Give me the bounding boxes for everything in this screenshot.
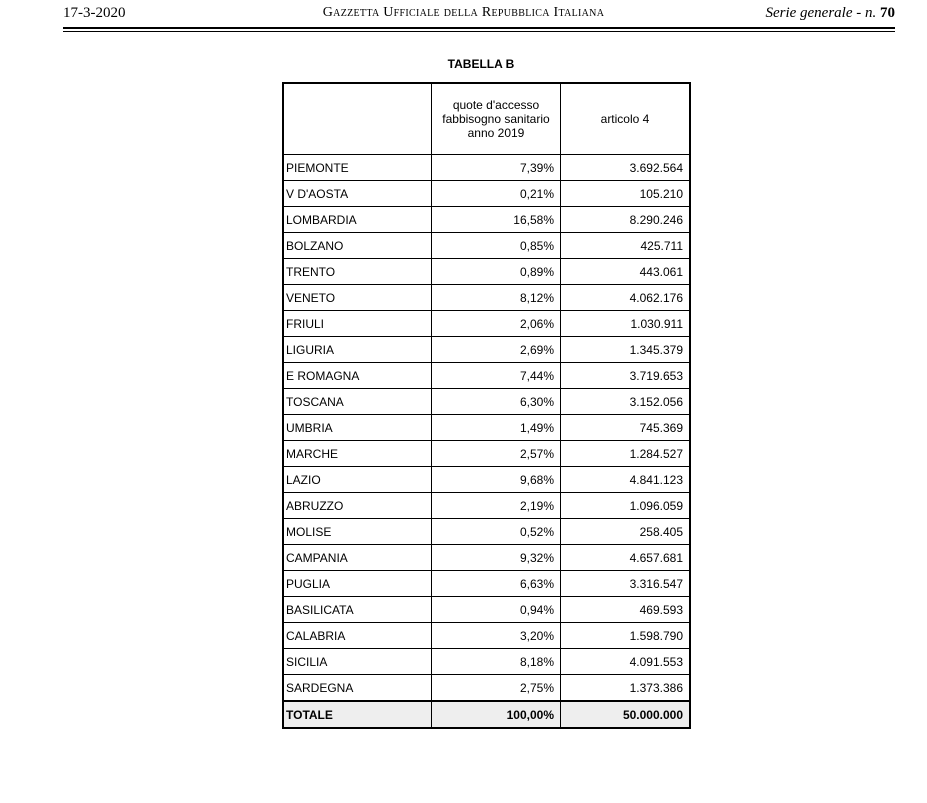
quota-cell: 3,20% — [432, 623, 561, 649]
region-cell: SARDEGNA — [283, 675, 432, 702]
region-cell: BASILICATA — [283, 597, 432, 623]
region-cell: UMBRIA — [283, 415, 432, 441]
quota-cell: 0,85% — [432, 233, 561, 259]
articolo-cell: 4.657.681 — [561, 545, 691, 571]
table-row — [283, 415, 690, 441]
region-cell: SICILIA — [283, 649, 432, 675]
header-date: 17-3-2020 — [63, 5, 126, 21]
articolo-cell: 1.030.911 — [561, 311, 691, 337]
table-row — [283, 181, 690, 207]
table-row — [283, 311, 690, 337]
quota-cell: 2,19% — [432, 493, 561, 519]
region-cell: MOLISE — [283, 519, 432, 545]
table-row — [283, 441, 690, 467]
region-cell: TOSCANA — [283, 389, 432, 415]
region-cell: FRIULI — [283, 311, 432, 337]
region-cell: MARCHE — [283, 441, 432, 467]
articolo-cell: 4.841.123 — [561, 467, 691, 493]
quota-cell: 7,44% — [432, 363, 561, 389]
articolo-cell: 443.061 — [561, 259, 691, 285]
total-row — [283, 701, 690, 728]
table-row — [283, 519, 690, 545]
table-row — [283, 623, 690, 649]
table-row — [283, 467, 690, 493]
quota-cell: 2,57% — [432, 441, 561, 467]
quota-cell: 9,32% — [432, 545, 561, 571]
region-cell: LIGURIA — [283, 337, 432, 363]
allocation-table — [282, 82, 691, 729]
total-articolo: 50.000.000 — [561, 701, 691, 728]
quota-cell: 9,68% — [432, 467, 561, 493]
region-cell: LOMBARDIA — [283, 207, 432, 233]
table-row — [283, 337, 690, 363]
quota-cell: 2,06% — [432, 311, 561, 337]
articolo-cell: 1.096.059 — [561, 493, 691, 519]
articolo-cell: 3.152.056 — [561, 389, 691, 415]
region-cell: TRENTO — [283, 259, 432, 285]
articolo-cell: 258.405 — [561, 519, 691, 545]
region-cell: PUGLIA — [283, 571, 432, 597]
gazette-title: Gazzetta Ufficiale della Repubblica Italiana — [322, 5, 605, 20]
table-row — [283, 259, 690, 285]
table-row — [283, 233, 690, 259]
table-row — [283, 545, 690, 571]
articolo-cell: 3.692.564 — [561, 155, 691, 181]
table-title: TABELLA B — [447, 57, 515, 71]
articolo-cell: 745.369 — [561, 415, 691, 441]
quota-cell: 7,39% — [432, 155, 561, 181]
total-quota: 100,00% — [432, 701, 561, 728]
table-row — [283, 389, 690, 415]
quota-cell: 1,49% — [432, 415, 561, 441]
table-row — [283, 155, 690, 181]
header-rule-thick — [63, 27, 895, 29]
quota-cell: 6,30% — [432, 389, 561, 415]
quota-cell: 8,12% — [432, 285, 561, 311]
region-cell: E ROMAGNA — [283, 363, 432, 389]
region-cell: CALABRIA — [283, 623, 432, 649]
serie-info — [765, 5, 895, 22]
quota-cell: 0,89% — [432, 259, 561, 285]
quota-cell: 0,94% — [432, 597, 561, 623]
quota-cell: 8,18% — [432, 649, 561, 675]
quota-cell: 2,69% — [432, 337, 561, 363]
articolo-cell: 3.316.547 — [561, 571, 691, 597]
region-cell: ABRUZZO — [283, 493, 432, 519]
table-row — [283, 571, 690, 597]
articolo-cell: 3.719.653 — [561, 363, 691, 389]
quota-cell: 16,58% — [432, 207, 561, 233]
articolo-cell: 105.210 — [561, 181, 691, 207]
articolo-cell: 1.598.790 — [561, 623, 691, 649]
table-row — [283, 363, 690, 389]
quota-cell: 2,75% — [432, 675, 561, 702]
header-rule-thin — [63, 31, 895, 32]
region-cell: CAMPANIA — [283, 545, 432, 571]
region-cell: LAZIO — [283, 467, 432, 493]
header-cell-region — [283, 83, 432, 155]
table-header-row — [283, 83, 690, 155]
articolo-cell: 4.091.553 — [561, 649, 691, 675]
quota-cell: 0,21% — [432, 181, 561, 207]
region-cell: VENETO — [283, 285, 432, 311]
header-cell-quota: quote d'accesso fabbisogno sanitario anno 2019 — [432, 83, 561, 155]
articolo-cell: 4.062.176 — [561, 285, 691, 311]
total-label: TOTALE — [283, 701, 432, 728]
table-row — [283, 597, 690, 623]
header-cell-articolo: articolo 4 — [561, 83, 691, 155]
articolo-cell: 1.373.386 — [561, 675, 691, 702]
table-row — [283, 675, 690, 702]
quota-cell: 0,52% — [432, 519, 561, 545]
articolo-cell: 8.290.246 — [561, 207, 691, 233]
table-row — [283, 207, 690, 233]
quota-cell: 6,63% — [432, 571, 561, 597]
serie-number: 70 — [880, 5, 895, 21]
articolo-cell: 1.345.379 — [561, 337, 691, 363]
region-cell: BOLZANO — [283, 233, 432, 259]
region-cell: V D'AOSTA — [283, 181, 432, 207]
serie-label: Serie generale - n. — [765, 5, 877, 21]
table-row — [283, 285, 690, 311]
region-cell: PIEMONTE — [283, 155, 432, 181]
table-row — [283, 493, 690, 519]
articolo-cell: 1.284.527 — [561, 441, 691, 467]
articolo-cell: 425.711 — [561, 233, 691, 259]
table-row — [283, 649, 690, 675]
articolo-cell: 469.593 — [561, 597, 691, 623]
